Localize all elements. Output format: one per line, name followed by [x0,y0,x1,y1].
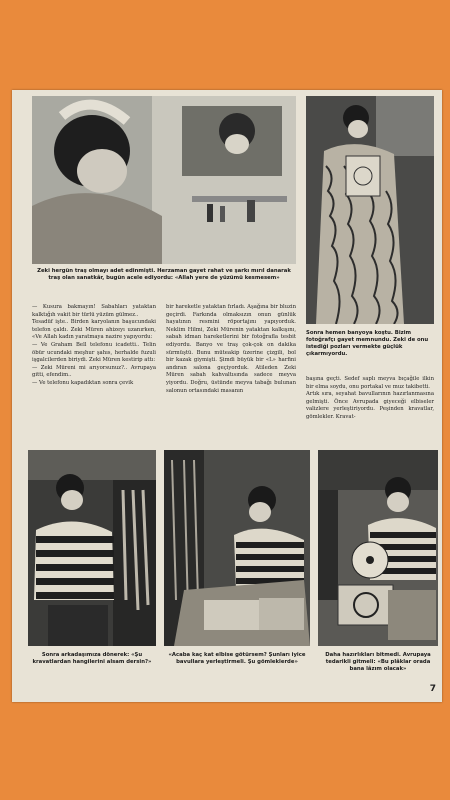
page-number: 7 [429,684,436,694]
paragraph: Tesadüf işte.. Birden karyolanın başucundaki telefon çaldı. Zeki Müren ahizeyı uzanırken, «Ve Allah kadın yaratmaya nazire yapıyordu: [32,319,156,341]
photo-standing [306,96,434,324]
magazine-page [12,90,442,702]
paragraph: Artık sıra, seyahat bavullarının hazırlanmasına gelmişti. Önce Avrupada giyeceği elbiseler valizlere yerleştiriyordu. Peşinden kravatlar, gömlekler. Kravat- [306,391,434,420]
caption-ties: Sonra arkadaşımıza dönerek: «Şu kravatlardan hangilerini alsam dersin?» [32,652,152,665]
text-column-2 [166,304,296,395]
paragraph: bir hareketle yataktan fırladı. Aşağına bir bluzin geçirdi. Farkında olmaksızın onun günlük hayatının resmini röportajını yapıyorduk. Neklim Hilmi, Zeki Mürenin yataktan kalkışını, sabah idman hareketlerini bir fotoğrafla tesbit ediyordu. Banyo ve traş çok-çok on dakika sürmüştü. Bunu müteakip üzerine çizgili, bol bir kazak giymişti. Şimdi büyük bir «L» harfini andıran salona geçiyorduk. Atileden Zeki Müren sabah kahvaltısında sadece meyva yiyordu. Doğru, üstünde meyva tabağı bulunan salonun ortasındaki masanın [166,304,296,394]
paragraph: — Ve Graham Bell telefonu icadetti.. Telin öbür ucundaki meşhur şahıs, herhalde fuzuli işgalcilerden biriydi. Zeki Müren kestirip attı: [32,341,156,364]
caption-records: Daha hazırlıkları bitmedi. Avrupaya tedarikli gitmeli: «Bu plâklar orada bana lâzım olacak» [325,652,431,672]
photo-records [318,450,438,646]
caption-packing: «Acaba kaç kat elbise götürsem? Şunları iyice bavullara yerleştirmeli. Şu gömleklerde» [168,652,306,665]
paragraph: — Zeki Müreni mi arıyorsunuz?.. Avrupaya gitti, efendim.. [32,364,156,379]
text-column-1 [32,304,156,388]
paragraph: — Kusura bakmayın! Sabahları yataktan kalktığıh vakit bir türlü yüzüm gülmez.. [32,304,156,318]
photo-shaving [32,96,296,264]
caption-standing: Sonra hemen banyoya koştu. Bizim fotoğrafçı gayet memnundu. Zeki de onu istediği pozları vermekte güçlük çıkarmıyordu. [306,330,429,357]
photo-packing [164,450,310,646]
photo-ties [28,450,156,646]
paragraph: — Ve telefonu kapadıktan sonra çevik [32,379,134,386]
caption-shaving: Zeki hergün traş olmayı adet edinmişti. Herzaman gayet rahat ve şarkı mırıl danarak traş olan sanatkâr, bugün acele ediyordu: «Allah yere de yüzümü kesmesem» [37,268,291,281]
text-column-3 [306,376,434,422]
paragraph: başına geçti. Sedef saplı meyva bıçağile ilkin bir elma soydu, onu portakal ve muz takibetti. [306,376,434,390]
